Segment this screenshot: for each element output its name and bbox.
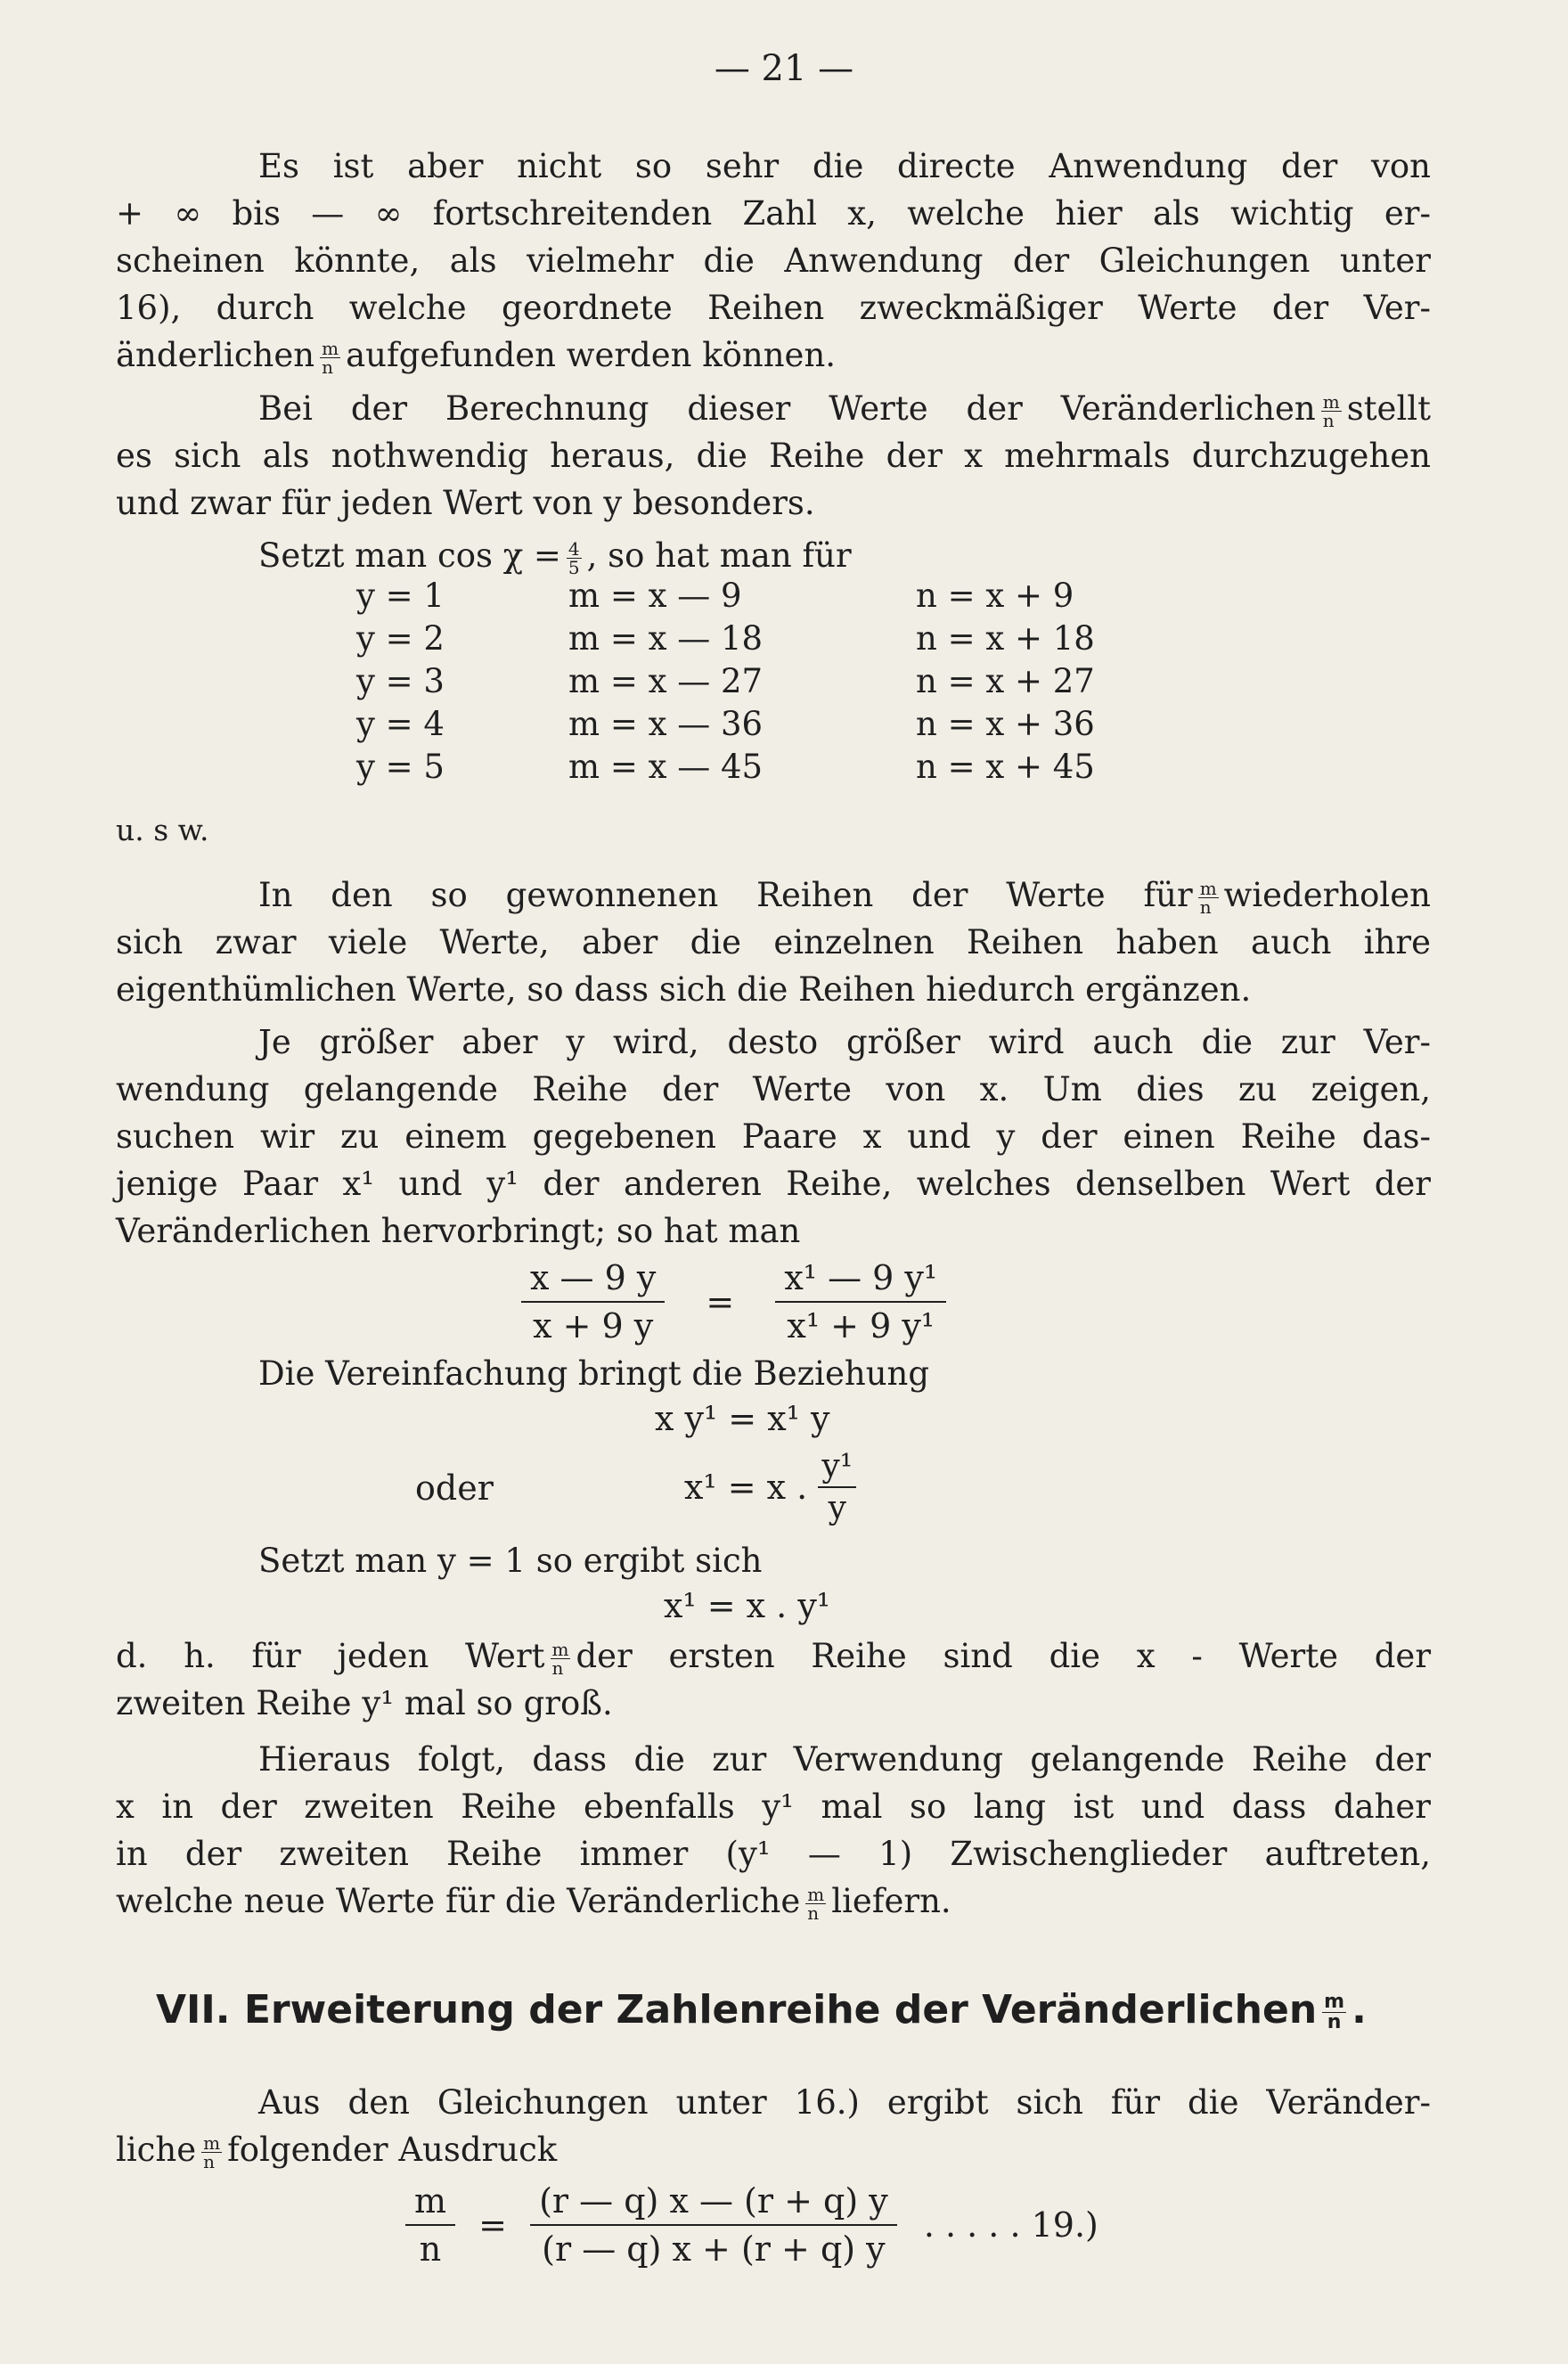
fraction-y1-over-y	[818, 1448, 856, 1526]
fraction-numerator: y¹	[818, 1448, 856, 1488]
fraction-m-over-n	[1198, 879, 1219, 916]
text-line	[116, 871, 1431, 919]
paragraph-3	[116, 532, 1431, 579]
table-cell-m: m = x — 9	[568, 577, 742, 615]
text-fragment: der ersten Reihe sind die x - Werte der	[576, 1637, 1431, 1675]
text-line: Setzt man y = 1 so ergibt sich	[258, 1542, 763, 1580]
table-row	[356, 746, 1095, 789]
fraction-denominator: n	[1327, 2010, 1342, 2033]
text-line: Veränderlichen hervorbringt; so hat man	[116, 1212, 801, 1250]
equals-sign: =	[706, 1282, 735, 1321]
text-line: + ∞ bis — ∞ fortschreitenden Zahl x, welche hier als wichtig er-	[116, 194, 1431, 233]
table-cell-n: n = x + 45	[916, 748, 1095, 786]
fraction-m-over-n	[551, 1640, 571, 1677]
text-line: eigenthümlichen Werte, so dass sich die Reihen hiedurch ergänzen.	[116, 970, 1252, 1009]
fraction-denominator: n	[551, 1657, 564, 1679]
fraction-denominator: x + 9 y	[533, 1306, 654, 1346]
table-cell-m: m = x — 36	[568, 705, 764, 743]
text-line: Je größer aber y wird, desto größer wird auch die zur Ver-	[258, 1023, 1431, 1061]
fraction-numerator: 4	[568, 538, 580, 560]
fraction-m-over-n	[201, 2134, 222, 2171]
table-cell-n: n = x + 27	[916, 662, 1095, 700]
table-cell-n: n = x + 36	[916, 705, 1095, 743]
fraction-m-over-n	[1322, 1992, 1346, 2033]
paragraph-8	[116, 1632, 1431, 1727]
equation-x1-result: x¹ = x . y¹	[664, 1586, 831, 1625]
paragraph-10	[116, 2079, 1431, 2173]
table-cell-n: n = x + 18	[916, 619, 1095, 658]
text-line	[116, 1877, 1431, 1925]
fraction-denominator: n	[203, 2151, 216, 2172]
table-cell-n: n = x + 9	[916, 577, 1074, 615]
text-line	[116, 2126, 1431, 2173]
table-cell-m: m = x — 27	[568, 662, 764, 700]
fraction-m-over-n	[1321, 393, 1342, 429]
equation-simplified: x y¹ = x¹ y	[655, 1399, 830, 1438]
fraction-denominator: n	[1322, 410, 1335, 431]
equals-sign: =	[478, 2205, 507, 2245]
text-fragment: änderlichen	[116, 336, 315, 374]
fraction-denominator: x¹ + 9 y¹	[787, 1306, 935, 1346]
fraction-denominator: n	[807, 1902, 820, 1924]
text-line: 16), durch welche geordnete Reihen zweckmäßiger Werte der Ver-	[116, 289, 1431, 327]
text-line: und zwar für jeden Wert von y besonders.	[116, 484, 815, 522]
text-fragment: , so hat man für	[586, 536, 852, 575]
table-cell-y: y = 2	[356, 619, 445, 658]
text-line: wendung gelangende Reihe der Werte von x. Um dies zu zeigen,	[116, 1070, 1431, 1108]
text-line: es sich als nothwendig heraus, die Reihe der x mehrmals durchzugehen	[116, 437, 1431, 475]
value-table	[356, 575, 1095, 789]
fraction-numerator: m	[1322, 391, 1340, 413]
table-cell-y: y = 4	[356, 705, 445, 743]
fraction-right	[775, 1258, 946, 1346]
fraction-numerator: (r — q) x — (r + q) y	[530, 2181, 897, 2226]
fraction-m-over-n-large	[405, 2181, 455, 2269]
table-row	[356, 575, 1095, 618]
fraction-m-over-n	[320, 339, 340, 376]
text-line: x in der zweiten Reihe ebenfalls y¹ mal so lang ist und dass daher	[116, 1787, 1431, 1826]
text-line: in der zweiten Reihe immer (y¹ — 1) Zwischenglieder auftreten,	[116, 1835, 1431, 1873]
text-fragment: Bei der Berechnung dieser Werte der Veränderlichen	[258, 389, 1316, 428]
paragraph-2	[116, 385, 1431, 527]
usw-abbreviation: u. s w.	[116, 813, 209, 847]
paragraph-9	[116, 1736, 1431, 1925]
table-cell-y: y = 5	[356, 748, 445, 786]
text-fragment: welche neue Werte für die Veränderliche	[116, 1882, 801, 1920]
text-fragment: folgender Ausdruck	[227, 2131, 558, 2169]
fraction-numerator: m	[405, 2181, 455, 2226]
equation-19	[405, 2181, 1098, 2269]
equation-pair-ratio	[521, 1258, 946, 1346]
table-cell-y: y = 1	[356, 577, 445, 615]
fraction-numerator: x¹ — 9 y¹	[775, 1258, 946, 1303]
fraction-denominator: (r — q) x + (r + q) y	[542, 2229, 886, 2269]
fraction-left	[521, 1258, 665, 1346]
text-line: scheinen könnte, als vielmehr die Anwendung der Gleichungen unter	[116, 241, 1431, 280]
text-fragment: aufgefunden werden können.	[346, 336, 837, 374]
text-line: sich zwar viele Werte, aber die einzelnen Reihen haben auch ihre	[116, 923, 1431, 961]
fraction-four-fifths	[567, 540, 582, 577]
text-line: jenige Paar x¹ und y¹ der anderen Reihe, welches denselben Wert der	[116, 1165, 1431, 1203]
paragraph-1	[116, 143, 1431, 379]
oder-label: oder	[415, 1468, 494, 1508]
text-fragment: stellt	[1346, 389, 1431, 428]
section-heading	[156, 1987, 1367, 2033]
paragraph-5	[116, 1018, 1431, 1255]
text-line: zweiten Reihe y¹ mal so groß.	[116, 1684, 613, 1722]
fraction-numerator: m	[203, 2132, 221, 2154]
table-row	[356, 660, 1095, 703]
text-fragment: x¹ = x .	[684, 1468, 808, 1507]
paragraph-4	[116, 871, 1431, 1013]
fraction-denominator: 5	[568, 557, 580, 578]
fraction-numerator: m	[1324, 1990, 1345, 2013]
fraction-numerator: m	[807, 1884, 825, 1905]
fraction-numerator: x — 9 y	[521, 1258, 665, 1303]
table-row	[356, 618, 1095, 660]
text-fragment: wiederholen	[1223, 876, 1431, 914]
fraction-denominator: n	[322, 356, 333, 378]
text-fragment: liche	[116, 2131, 197, 2169]
text-line: Die Vereinfachung bringt die Beziehung	[258, 1354, 930, 1393]
text-line: Es ist aber nicht so sehr die directe Anwendung der von	[258, 147, 1431, 185]
text-line: suchen wir zu einem gegebenen Paare x und y der einen Reihe das-	[116, 1117, 1431, 1156]
text-line	[116, 331, 1431, 379]
paragraph-6	[116, 1350, 1431, 1397]
fraction-numerator: m	[551, 1639, 569, 1660]
fraction-m-over-n	[805, 1885, 826, 1922]
heading-text: VII. Erweiterung der Zahlenreihe der Veränderlichen	[156, 1987, 1318, 2033]
equation-x1	[684, 1448, 856, 1526]
text-line	[116, 385, 1431, 432]
fraction-expression	[530, 2181, 897, 2269]
paragraph-7	[116, 1537, 1431, 1584]
fraction-denominator: y	[828, 1490, 846, 1526]
text-line	[116, 1632, 1431, 1680]
text-line: Aus den Gleichungen unter 16.) ergibt sich für die Veränder-	[258, 2083, 1431, 2122]
fraction-denominator: n	[419, 2229, 442, 2269]
table-cell-m: m = x — 18	[568, 619, 764, 658]
text-fragment: In den so gewonnenen Reihen der Werte für	[258, 876, 1193, 914]
equation-number: . . . . . 19.)	[923, 2205, 1098, 2245]
table-row	[356, 703, 1095, 746]
fraction-numerator: m	[1199, 878, 1217, 899]
text-line	[116, 532, 1431, 579]
table-cell-y: y = 3	[356, 662, 445, 700]
text-fragment: Setzt man cos χ =	[258, 536, 561, 575]
text-fragment: liefern.	[831, 1882, 951, 1920]
text-fragment: d. h. für jeden Wert	[116, 1637, 545, 1675]
table-cell-m: m = x — 45	[568, 748, 764, 786]
text-line: Hieraus folgt, dass die zur Verwendung gelangende Reihe der	[258, 1740, 1431, 1779]
page-number: — 21 —	[714, 48, 854, 89]
heading-dot: .	[1352, 1987, 1367, 2033]
fraction-denominator: n	[1199, 896, 1212, 918]
fraction-numerator: m	[322, 338, 339, 359]
